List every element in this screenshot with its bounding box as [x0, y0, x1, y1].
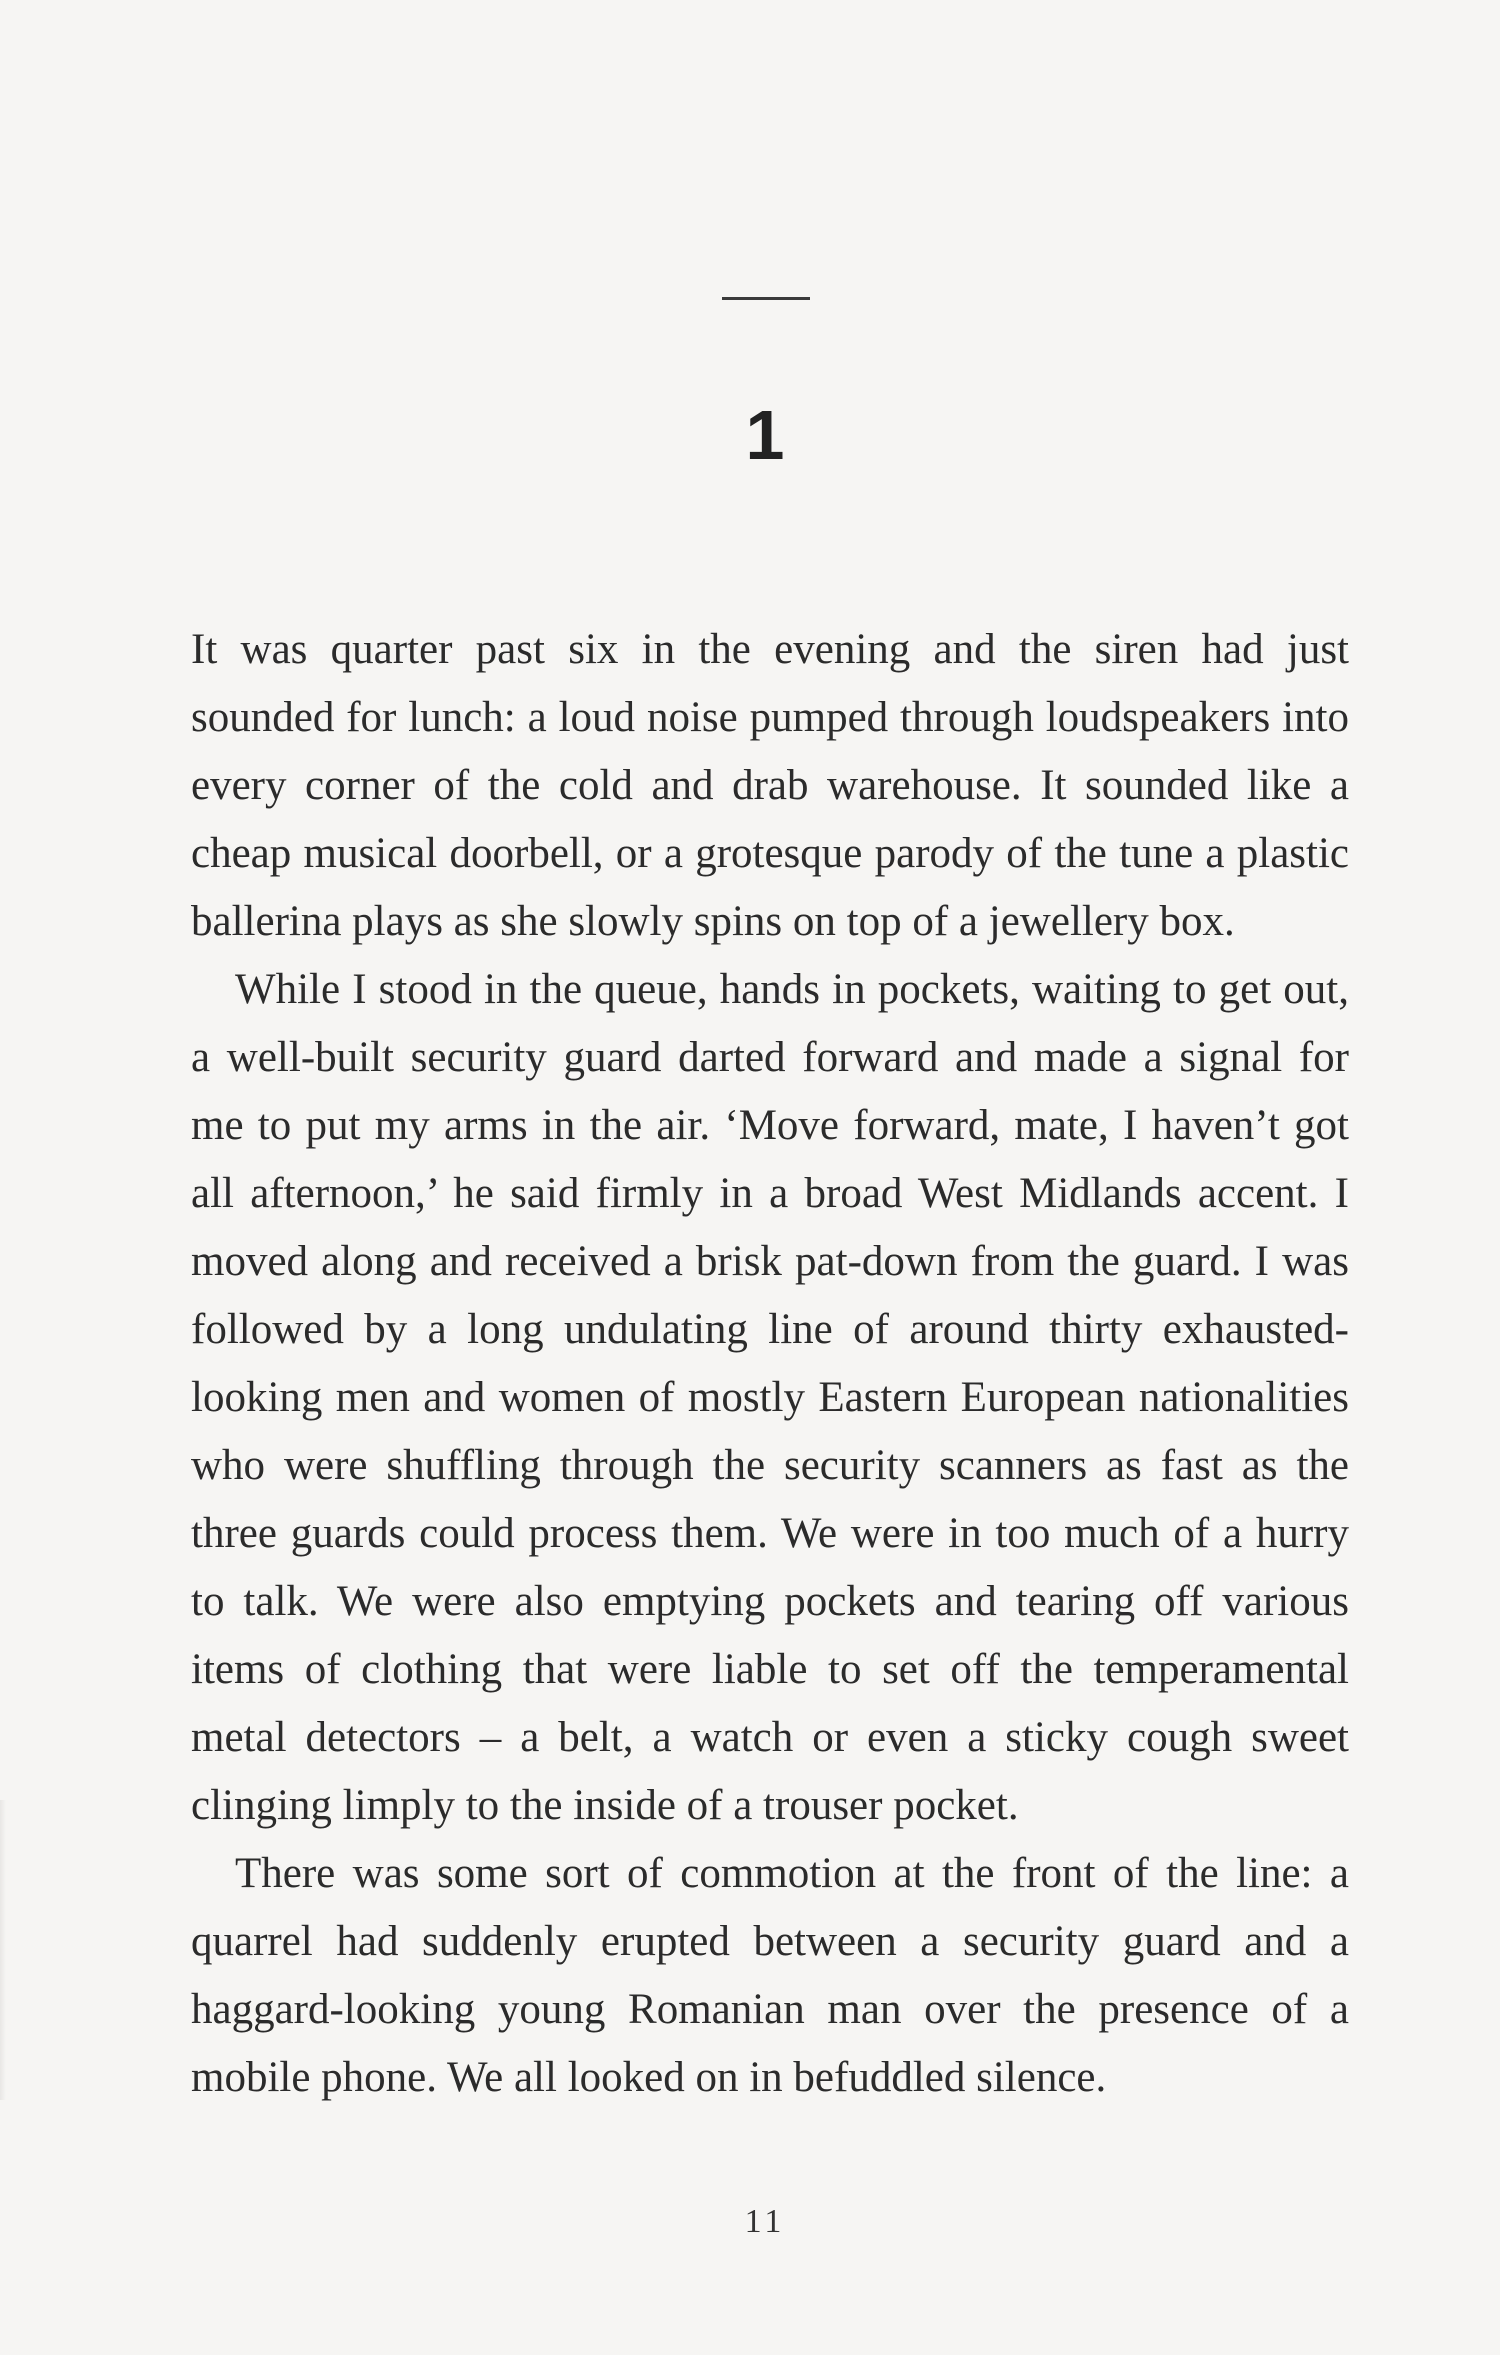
chapter-body: [191, 616, 1349, 2112]
chapter-rule: [722, 297, 810, 300]
paragraph-3: There was some sort of commotion at the front of the line: a quarrel had suddenly erupted between a security guard and a haggard-looking young Romanian man over the presence of a mobile phone. We all looked on in befuddled silence.: [191, 1850, 1349, 2101]
chapter-number: 1: [745, 396, 785, 474]
paragraph-2: While I stood in the queue, hands in pockets, waiting to get out, a well-built security guard darted forward and made a signal for me to put my arms in the air. ‘Move forward, mate, I haven’t got all afternoon,’ he said firmly in a broad West Midlands accent. I moved along and received a brisk pat-down from the guard. I was followed by a long undulating line of around thirty exhausted-looking men and women of mostly Eastern European nationalities who were shuffling through the security scanners as fast as the three guards could process them. We were in too much of a hurry to talk. We were also emptying pockets and tearing off various items of clothing that were liable to set off the temperamental metal detectors – a belt, a watch or even a sticky cough sweet clinging limply to the inside of a trouser pocket.: [191, 966, 1349, 1829]
paragraph-1: It was quarter past six in the evening and the siren had just sounded for lunch: a loud noise pumped through loudspeakers into every corner of the cold and drab warehouse. It sounded like a cheap musical doorbell, or a grotesque parody of the tune a plastic ballerina plays as she slowly spins on top of a jewellery box.: [191, 626, 1349, 945]
page-number: 11: [744, 2203, 786, 2240]
scan-edge-shadow: [0, 1800, 6, 2100]
